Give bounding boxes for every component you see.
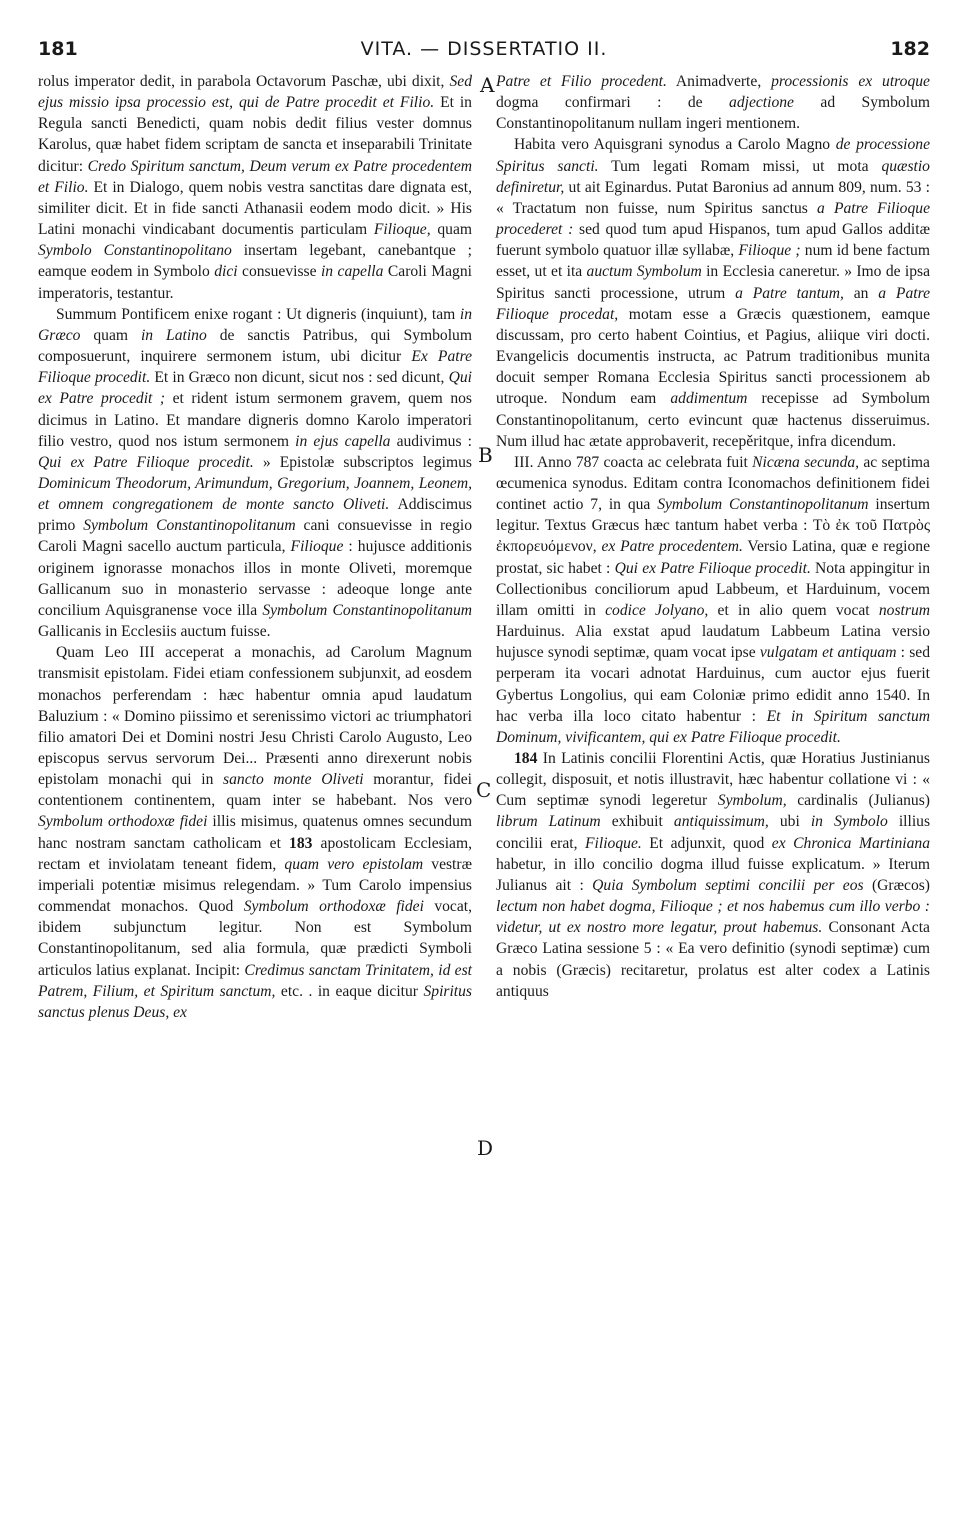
italic-text-run: adjectione <box>729 94 794 112</box>
text-run: audivimus : <box>390 432 472 450</box>
text-run: sed quod tum apud Hispanos, tum apud Gallos additæ fuerunt symbolo quatuor illæ syllabæ, <box>496 221 931 260</box>
text-run: : hujusce additionis originem ignorasse monachos illos in monte Oliveti, moremque Gallicanum suo in monasterio servasse : adeoque longe ante concilium Aquisgranense voce illa <box>38 538 472 619</box>
text-run: recepisse ad Symbolum Constantinopolitanum, certo evincunt quæ hactenus disseruimus. Num illud hac ætate approbaverit, recepěritque, infra dicendum. <box>496 390 931 450</box>
text-run: : sed perperam ita vocari adnotat Harduinus, cum auctor ejus fuerit Gybertus Longolius, qui eam Coloniæ primo edidit anno 1540. In hac verba illa loco citato habentur : <box>496 644 930 725</box>
italic-text-run: codice Jolyano, <box>605 601 709 619</box>
running-header <box>38 38 930 64</box>
text-run: habetur, in illo concilio dogma illud fuisse explicatum. » Iterum Julianus ait : <box>496 855 930 894</box>
italic-text-run: Symbolum Constantinopolitanum <box>262 601 473 619</box>
text-run: consuevisse <box>237 263 321 281</box>
section-number: 183 <box>289 834 313 852</box>
margin-marker-a: A <box>480 73 495 97</box>
italic-text-run: Filioque. <box>585 834 642 852</box>
italic-text-run: dici <box>214 263 238 281</box>
italic-text-run: sancto monte Oliveti <box>223 771 364 789</box>
italic-text-run: Qui ex Patre Filioque procedit. <box>38 453 254 471</box>
section-number: 184 <box>514 750 538 767</box>
text-run: vestræ imperiali potentiæ misimus relegendam. » Tum Carolo impensius commendat monachos. Quod <box>38 855 472 916</box>
italic-text-run: antiquissimum, <box>673 813 769 831</box>
text-run: exhibuit <box>600 813 674 831</box>
text-run: Et adjunxit, quod <box>641 834 772 852</box>
margin-marker-d: D <box>477 1136 494 1160</box>
text-run: Harduinus. Alia exstat apud laudatum Labbeum Latina versio hujusce synodi septimæ, quam vocat ipse <box>496 623 930 662</box>
italic-text-run: ex Patre procedentem. <box>601 538 743 556</box>
italic-text-run: Symbolum Constantinopolitanum <box>657 496 869 514</box>
italic-text-run: ex Chronica Martiniana <box>771 834 930 852</box>
text-run: In Latinis concilii Florentini Actis, quæ Horatius Justinianus collegit, disposuit, et notis illustravit, hæc habentur collatione vi : « Cum septimæ synodi legeretur <box>496 750 930 810</box>
italic-text-run: Filioque ; <box>738 242 801 260</box>
text-run: Tum legati Romam missi, ut mota <box>598 157 882 175</box>
text-run: ut ait Eginardus. Putat Baronius ad annum 809, num. 53 : « Tractatum non fuisse, num Spiritus sanctus <box>496 178 930 217</box>
italic-text-run: librum Latinum <box>496 813 601 831</box>
margin-marker-c: C <box>476 778 492 802</box>
text-run: insertum legitur. Textus Græcus hæc tantum habet verba : Τὸ ἐκ τοῦ Πατρὸς ἐκπορευόμενον, <box>496 496 930 556</box>
text-run: Animadverte, <box>666 73 772 90</box>
text-run: insertam legebant, canebantque ; eamque eodem in Symbolo <box>38 242 472 281</box>
text-run: num id bene factum esset, ut et ita <box>496 242 930 281</box>
text-run: vocat, ibidem subjunctum legitur. Non est Symbolum Constantinopolitanum, sed alia formula, quæ prædicti Symboli articulos latius explanat. Incipit: <box>38 898 472 979</box>
text-run: et rident istum sermonem gravem, quem nos dicimus in Latino. Et mandare digneris domno Karolo imperatori filio vestro, quod nos istum sermonem <box>38 390 472 450</box>
text-run: dogma confirmari : de <box>496 94 730 112</box>
left-paragraph-2 <box>38 304 472 643</box>
text-run: Et in Regula sancti Benedicti, quam nobis dedit filius vester domnus Karolus, quæ habet fidem scriptam de sancta et inseparabili Trinitate dicitur: <box>38 94 472 175</box>
italic-text-run: a Patre Filioque procederet : <box>496 199 930 239</box>
italic-text-run: quæstio definiretur, <box>496 157 930 196</box>
italic-text-run: Filioque, <box>373 221 431 239</box>
italic-text-run: Spiritus sanctus plenus Deus, ex <box>38 982 472 1021</box>
italic-text-run: Symbolum, <box>717 792 787 810</box>
italic-text-run: Filioque <box>290 538 344 556</box>
right-column <box>496 71 930 1002</box>
text-run: morantur, fidei contentionem continentem, quam inter se habebant. Nos vero <box>38 771 472 810</box>
italic-text-run: vulgatam et antiquam <box>759 644 897 662</box>
italic-text-run: a Patre tantum, <box>735 284 844 302</box>
italic-text-run: Ex Patre Filioque procedit. <box>38 348 472 387</box>
italic-text-run: auctum Symbolum <box>586 263 702 281</box>
italic-text-run: processionis ex utroque <box>771 73 930 90</box>
text-run: et in alio quem vocat <box>708 601 879 619</box>
text-run: ad Symbolum Constantinopolitanum nullam ingeri mentionem. <box>496 94 930 133</box>
right-page-number: 182 <box>890 38 930 60</box>
italic-text-run: Symbolo Constantinopolitano <box>38 242 232 260</box>
running-title: VITA. — DISSERTATIO II. <box>360 38 608 60</box>
italic-text-run: Credo Spiritum sanctum, Deum verum ex Patre procedentem et Filio. <box>38 157 473 196</box>
left-page-number: 181 <box>38 38 78 60</box>
italic-text-run: Dominicum Theodorum, Arimundum, Gregorium, Joannem, Leonem, et omnem congregationem de monte sancto Oliveti. <box>38 474 472 514</box>
text-run: Addiscimus primo <box>38 496 473 535</box>
italic-text-run: in Græco <box>38 305 472 344</box>
italic-text-run: Symbolum Constantinopolitanum <box>83 517 296 535</box>
text-run: Summum Pontificem enixe rogant : Ut digneris (inquiunt), tam <box>56 305 460 323</box>
italic-text-run: in Latino <box>140 326 207 344</box>
margin-marker-b: B <box>478 443 493 467</box>
text-run: » Epistolæ subscriptos legimus <box>253 453 473 471</box>
text-run: (Græcos) <box>863 876 930 894</box>
italic-text-run: Et in Spiritum sanctum Dominum, vivificantem, qui ex Patre Filioque procedit. <box>496 707 930 746</box>
italic-text-run: lectum non habet dogma, Filioque ; et nos habemus cum illo verbo : videtur, ut ex nostro more legatur, prout habemus. <box>496 898 930 937</box>
italic-text-run: Quia Symbolum septimi concilii per eos <box>592 876 864 894</box>
text-run: cardinalis (Julianus) <box>786 792 930 810</box>
text-run: illis misimus, quatenus omnes secundum hanc nostram sanctam catholicam et <box>38 813 472 852</box>
text-run: Habita vero Aquisgrani synodus a Carolo Magno <box>514 136 836 154</box>
text-run: Et in Dialogo, quem nobis vestra sanctitas dare dignata est, similiter dicit. Et in fide sancti Athanasii eodem modo dicit. » His Latini monachi vindicabant documentis particulam <box>38 178 472 239</box>
text-run: illius concilii erat, <box>496 813 931 852</box>
text-run: etc. . in eaque dicitur <box>275 982 424 1000</box>
italic-text-run: Qui ex Patre procedit ; <box>38 369 472 408</box>
italic-text-run: Qui ex Patre Filioque procedit. <box>614 559 811 577</box>
italic-text-run: Patre et Filio procedent. <box>496 73 667 90</box>
left-paragraph-1 <box>38 71 472 304</box>
text-run: III. Anno 787 coacta ac celebrata fuit <box>514 453 753 471</box>
text-run: Et in Græco non dicunt, sicut nos : sed dicunt, <box>150 369 449 387</box>
italic-text-run: Sed ejus missio ipsa processio est, qui de Patre procedit et Filio. <box>38 73 472 112</box>
italic-text-run: nostrum <box>878 601 930 619</box>
right-paragraph-4 <box>496 748 930 1002</box>
text-run: in Ecclesia caneretur. » Imo de ipsa Spiritus sancti processione, utrum <box>496 263 930 302</box>
text-run: ubi <box>768 813 811 831</box>
italic-text-run: in Symbolo <box>810 813 888 831</box>
text-run: Versio Latina, quæ e regione prostat, sic habet : <box>496 538 930 577</box>
italic-text-run: Nicæna secunda, <box>752 453 860 471</box>
right-paragraph-3 <box>496 452 930 748</box>
italic-text-run: a Patre Filioque procedat, <box>496 284 930 323</box>
italic-text-run: in ejus capella <box>295 432 391 450</box>
italic-text-run: de processione Spiritus sancti. <box>496 136 930 175</box>
text-run: Consonant Acta Græco Latina sessione 5 : « Ea vero definitio (synodi septimæ) cum a nobis (Græcis) recitaretur, prolatus est alter codex a Latinis antiquus <box>496 919 930 1000</box>
text-run: quam <box>430 221 472 239</box>
text-run: rolus imperator dedit, in parabola Octavorum Paschæ, ubi dixit, <box>38 73 450 90</box>
right-paragraph-1 <box>496 71 930 134</box>
left-paragraph-3 <box>38 642 472 1023</box>
text-run: Gallicanis in Ecclesiis auctum fuisse. <box>38 623 271 641</box>
text-run: motam esse a Græcis quæstionem, eamque discussam, pro certo habent Cointius, et Pagius, aliique viri docti. Evangelicis documentis instructa, ac Patrum traditionibus munita docuit semper Romana Ecclesia Spiritus sancti processionem ab utroque. Nondum eam <box>496 305 930 408</box>
italic-text-run: addimentum <box>670 390 748 408</box>
italic-text-run: Symbolum orthodoxæ fidei <box>243 898 424 916</box>
text-run: Caroli Magni imperatoris, testantur. <box>38 263 472 302</box>
italic-text-run: quam vero epistolam <box>284 855 424 873</box>
text-run: quam <box>80 326 141 344</box>
text-run: cani consuevisse in regio Caroli Magni sacello auctum particula, <box>38 517 473 556</box>
text-run: Nota appingitur in Collectionibus conciliorum apud Labbeum, et Harduinum, vocem illam omitti in <box>496 559 931 619</box>
italic-text-run: in capella <box>320 263 384 281</box>
right-paragraph-2 <box>496 134 930 451</box>
italic-text-run: Symbolum orthodoxæ fidei <box>38 813 208 831</box>
text-run: apostolicam Ecclesiam, rectam et inviolatam teneant fidem, <box>38 834 473 873</box>
text-run: Quam Leo III acceperat a monachis, ad Carolum Magnum transmisit epistolam. Fidei etiam confessionem subjunxit, ad eosdem monachos perferendam : hæc habentur omnia apud laudatum Baluzium : « Domino piissimo et serenissimo victori ac triumphatori filio amatori Dei et Domini nostri Jesu Christi Carolo Augusto, Leo episcopus servus servorum Dei... Præsenti anno direxerunt nobis epistolam monachi qui in <box>38 644 472 789</box>
left-column <box>38 71 472 1023</box>
text-run: an <box>843 284 879 302</box>
italic-text-run: Credimus sanctam Trinitatem, id est Patrem, Filium, et Spiritum sanctum, <box>38 961 472 1000</box>
text-run: de sanctis Patribus, qui Symbolum composuerunt, inquirere sermonem istum, ubi dicitur <box>38 326 472 366</box>
text-run: ac septima œcumenica synodus. Editam contra Iconomachos definitionem fidei continet actio 7, in qua <box>496 453 930 514</box>
